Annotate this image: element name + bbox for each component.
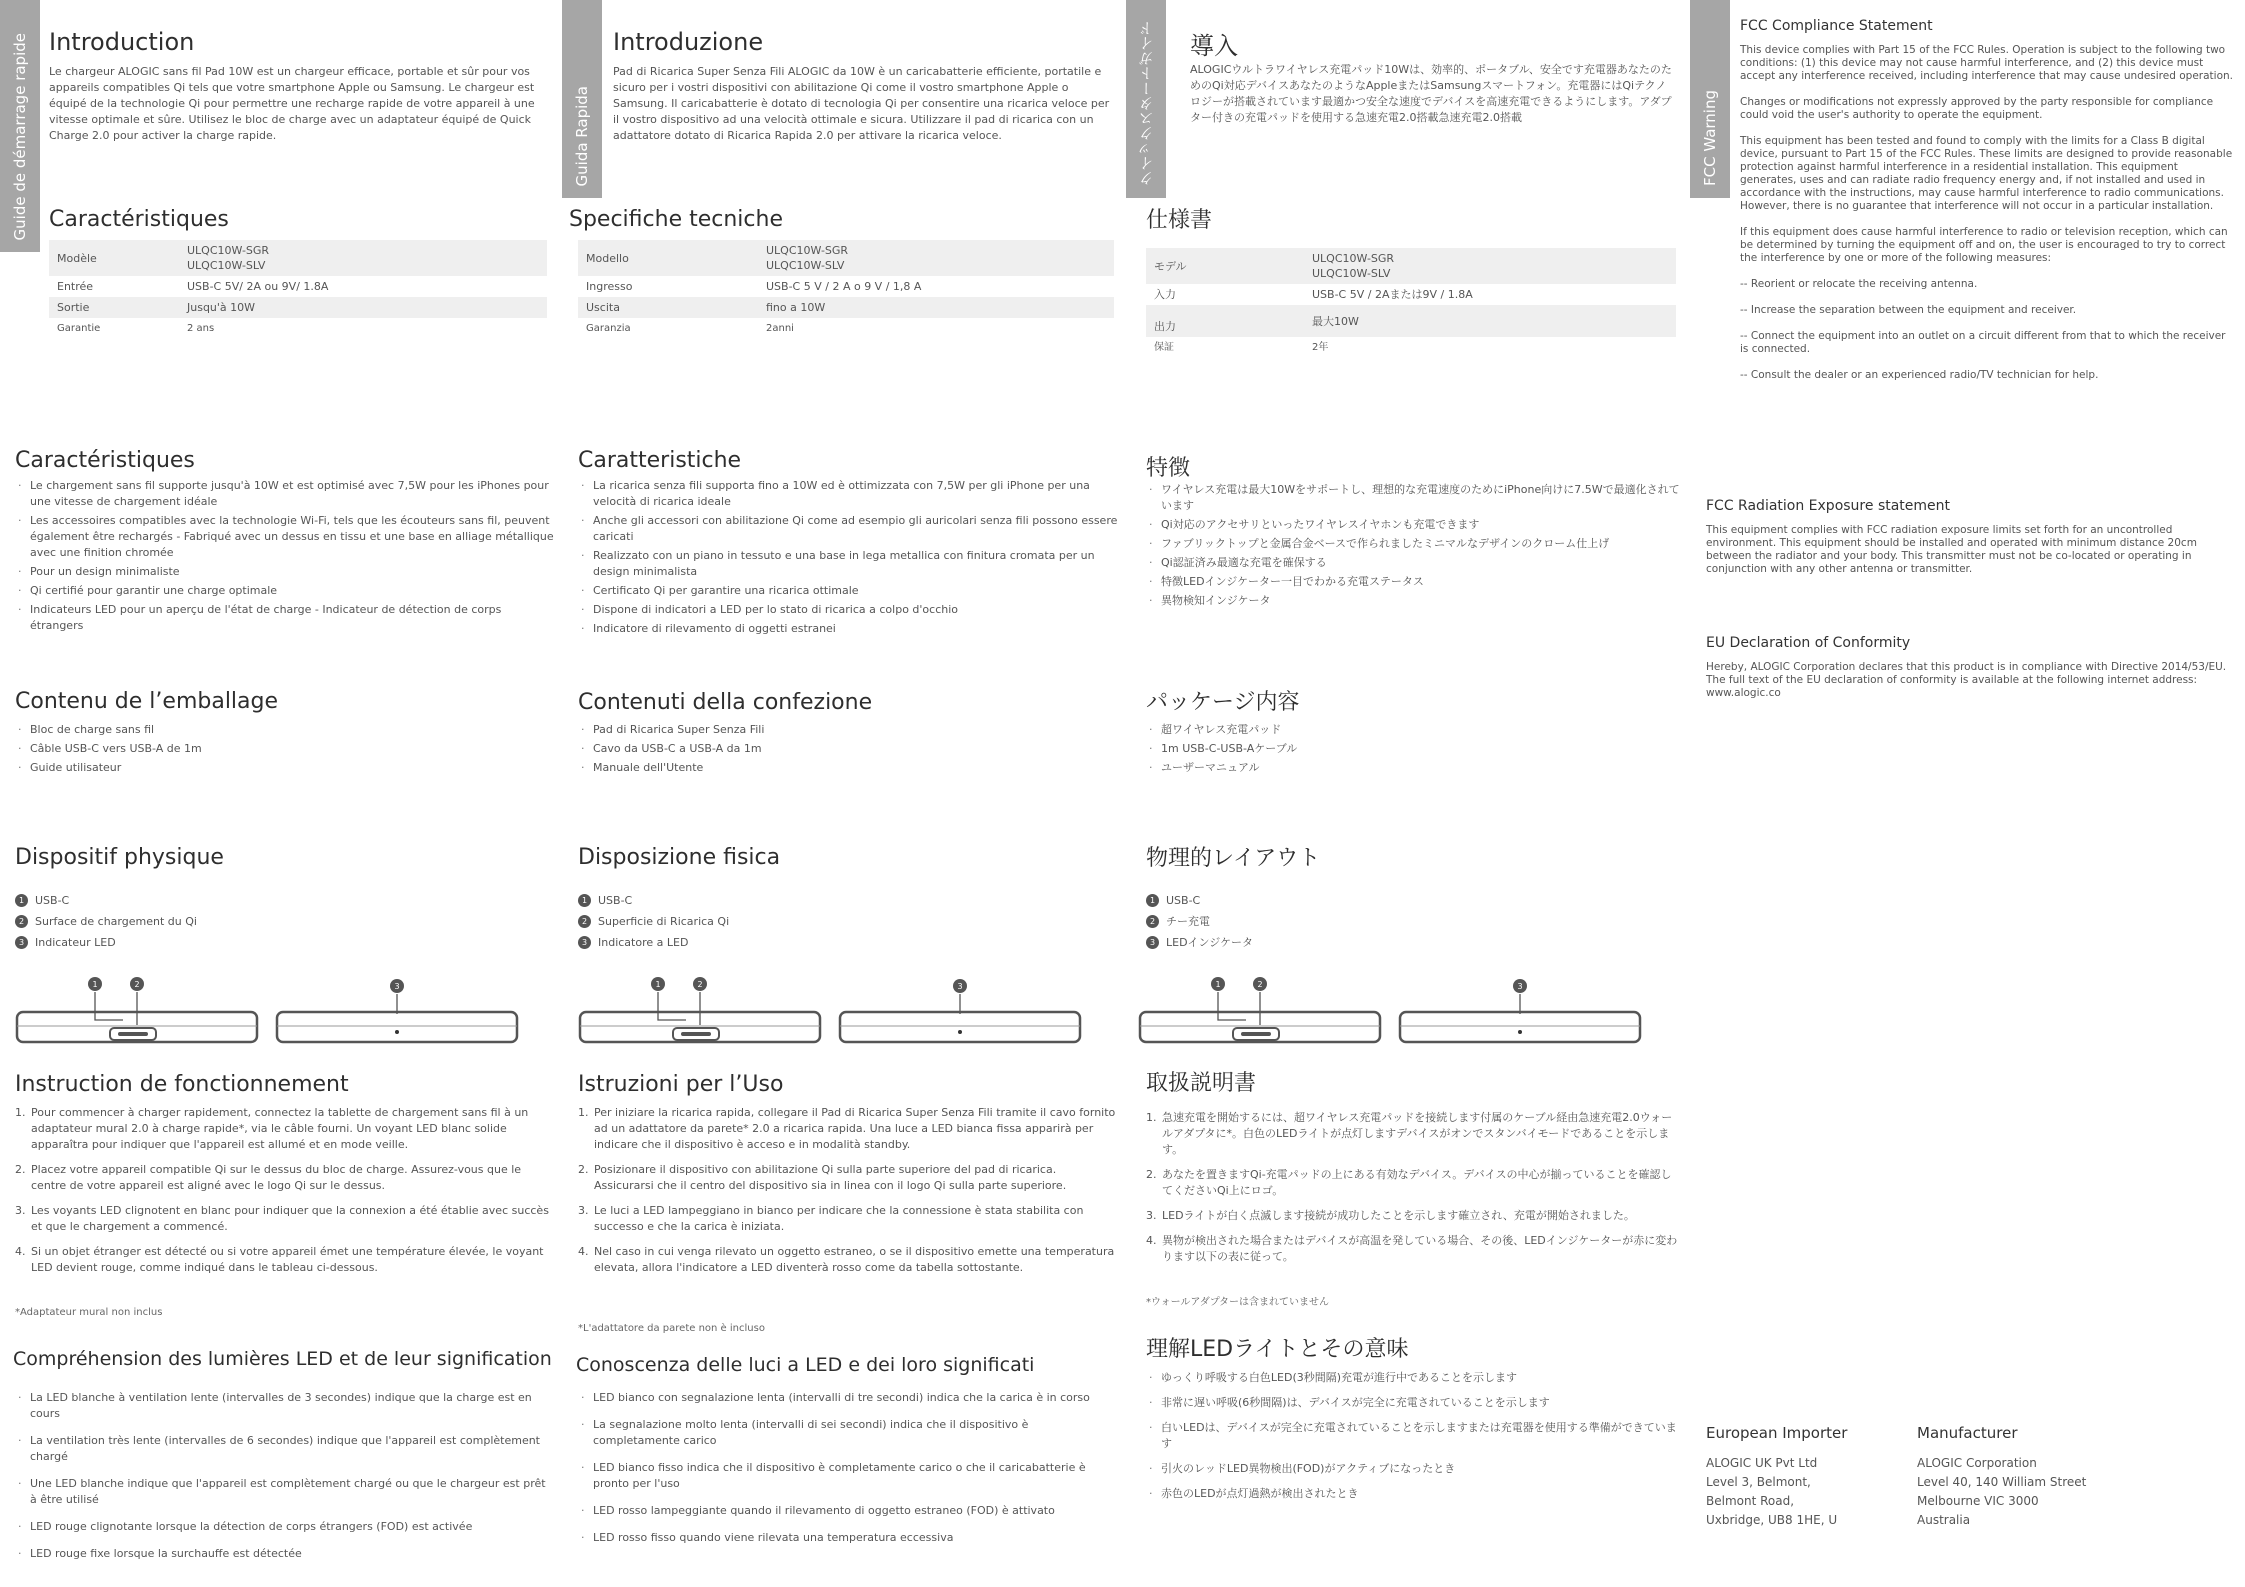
fcc-paragraph: -- Reorient or relocate the receiving antenna. (1740, 278, 1978, 290)
spec-label: 入力 (1154, 288, 1176, 301)
charger-side-view (1400, 1012, 1640, 1042)
ops-list (1146, 1110, 1681, 1274)
charger-side-view (840, 1012, 1080, 1042)
list-item: · LED rouge clignotante lorsque la détection de corps étrangers (FOD) est activée (15, 1519, 555, 1535)
address-line: Melbourne VIC 3000 (1917, 1494, 2039, 1508)
package-list (578, 722, 1118, 779)
list-item: 4. Si un objet étranger est détecté ou si votre appareil émet une température élevée, le voyant LED devient rouge, comme indiqué dans le tableau ci-dessous. (15, 1245, 544, 1274)
spec-label: 出力 (1154, 320, 1176, 333)
fcc-title: FCC Compliance Statement (1740, 18, 1933, 34)
legend-item (578, 911, 729, 932)
section-tab (0, 0, 40, 252)
spec-value: USB-C 5V/ 2A ou 9V/ 1.8A (187, 280, 329, 293)
list-item: · Qi認証済み最適な充電を確保する (1146, 555, 1681, 571)
list-item: 2. Posizionare il dispositivo con abilitazione Qi sulla parte superiore del pad di ricarica. Assicurarsi che il centro del dispositivo sia in linea con il logo Qi sulla parte superiore. (578, 1163, 1067, 1192)
spec-label: Modello (586, 251, 629, 265)
legend-label: Superficie di Ricarica Qi (598, 915, 730, 928)
list-item: · Qi certifié pour garantir une charge optimale (15, 583, 555, 599)
spec-label: Sortie (57, 301, 90, 314)
list-item: 3. Les voyants LED clignotent en blanc pour indiquer que la connexion a été établie avec succès et que le chargement a commencé. (15, 1204, 549, 1233)
callout-badge: 3 (578, 936, 591, 949)
fcc-paragraph: -- Connect the equipment into an outlet on a circuit different from that to which the receiver is connected. (1740, 330, 2226, 355)
spec-label: 保証 (1154, 342, 1174, 353)
importer-address (1706, 1454, 1906, 1530)
fcc-paragraph: -- Increase the separation between the equipment and receiver. (1740, 304, 2077, 316)
led-list (578, 1390, 1118, 1549)
manufacturer-block (1917, 1424, 2177, 1530)
list-item: · Indicateurs LED pour un aperçu de l'état de charge - Indicateur de détection de corps étrangers (15, 602, 555, 634)
list-item: · Indicatore di rilevamento di oggetti estranei (578, 621, 1118, 637)
spec-label: Entrée (57, 280, 94, 293)
tab-label: クイックスタートガイド (1137, 21, 1156, 186)
spec-row (578, 240, 1114, 276)
spec-label: Ingresso (586, 280, 633, 293)
ops-title: Istruzioni per l’Uso (578, 1072, 784, 1097)
callout-2-text: 2 (697, 980, 703, 989)
spec-value: fino a 10W (766, 301, 826, 314)
layout-legend (1146, 890, 1253, 953)
spec-row (1146, 284, 1676, 305)
eu-text: Hereby, ALOGIC Corporation declares that this product is in compliance with Directive 2014/53/EU. The full text of the EU declaration of conformity is available at the following internet address: www.alogic.co (1706, 661, 2227, 699)
fcc-paragraph: If this equipment does cause harmful interference to radio or television reception, which can be determined by turning the equipment off and on, the user is encouraged to try to correct the interference by one or more of the following measures: (1740, 226, 2228, 264)
spec-value: USB-C 5V / 2Aまたは9V / 1.8A (1312, 288, 1473, 301)
legend-item (1146, 932, 1253, 953)
legend-label: USB-C (35, 894, 70, 907)
list-item: · ユーザーマニュアル (1146, 760, 1681, 776)
ops-title: Instruction de fonctionnement (15, 1072, 349, 1097)
list-item: 2. あなたを置きますQi-充電パッドの上にある有効なデバイス。デバイスの中心が揃っていることを確認してくださいQi上にロゴ。 (1146, 1168, 1672, 1197)
spec-row (1146, 305, 1676, 337)
section-tab (562, 0, 602, 198)
ops-note: *Adaptateur mural non inclus (15, 1307, 163, 1318)
callout-1-text: 1 (655, 980, 661, 989)
spec-value: 2 ans (187, 323, 215, 334)
list-item: · Les accessoires compatibles avec la technologie Wi-Fi, tels que les écouteurs sans fil, peuvent également être rechargés - Fabriqué avec un dessus en tissu et une base en alliage métallique avec une finition chromée (15, 513, 555, 561)
features-list (15, 478, 555, 637)
spec-row (578, 276, 1114, 297)
led-title: Conoscenza delle luci a LED e dei loro significati (576, 1354, 1035, 1376)
spec-table (49, 240, 547, 339)
list-item: · ワイヤレス充電は最大10Wをサポートし、理想的な充電速度のためにiPhone向けに7.5Wで最適化されています (1146, 482, 1681, 514)
spec-row (49, 240, 547, 276)
device-diagram (1138, 970, 1648, 1050)
spec-value: Jusqu'à 10W (187, 301, 256, 314)
section-tab (1126, 0, 1166, 198)
list-item: 2. Placez votre appareil compatible Qi sur le dessus du bloc de charge. Assurez-vous que le centre de votre appareil est aligné avec le logo Qi sur le dessus. (15, 1163, 522, 1192)
address-line: Belmont Road, (1706, 1494, 1795, 1508)
intro-title: 導入 (1190, 32, 1238, 60)
legend-label: チー充電 (1166, 915, 1210, 928)
manufacturer-address (1917, 1454, 2177, 1530)
ops-list (578, 1105, 1118, 1285)
callout-badge: 3 (15, 936, 28, 949)
list-item: · 赤色のLEDが点灯過熱が検出されたとき (1146, 1486, 1681, 1502)
spec-label: Uscita (586, 301, 620, 314)
list-item: · ファブリックトップと金属合金ベースで作られましたミニマルなデザインのクローム仕上げ (1146, 536, 1681, 552)
list-item: · LED rouge fixe lorsque la surchauffe est détectée (15, 1546, 555, 1562)
list-item: · 特徴LEDインジケーター一目でわかる充電ステータス (1146, 574, 1681, 590)
list-item: · Qi対応のアクセサリといったワイヤレスイヤホンも充電できます (1146, 517, 1681, 533)
package-title: Contenu de l’emballage (15, 689, 279, 714)
list-item: · La segnalazione molto lenta (intervalli di sei secondi) indica che il dispositivo è completamente carico (578, 1417, 1118, 1449)
layout-legend (15, 890, 197, 953)
list-item: · 白いLEDは、デバイスが完全に充電されていることを示しますまたは充電器を使用する準備ができています (1146, 1420, 1681, 1452)
italian-section (562, 0, 1124, 1587)
list-item: · La LED blanche à ventilation lente (intervalles de 3 secondes) indique que la charge est en cours (15, 1390, 555, 1422)
layout-title: Disposizione fisica (578, 845, 781, 870)
package-title: Contenuti della confezione (578, 690, 873, 715)
address-line: ALOGIC Corporation (1917, 1456, 2037, 1470)
address-line: ALOGIC UK Pvt Ltd (1706, 1456, 1818, 1470)
list-item: · Une LED blanche indique que l'appareil est complètement chargé ou que le chargeur est prêt à être utilisé (15, 1476, 555, 1508)
intro-text: Le chargeur ALOGIC sans fil Pad 10W est un chargeur efficace, portable et sûr pour vos appareils compatibles Qi tels que votre smartphone Apple ou Samsung. Le chargeur est équipé de la technologie Qi pour permettre une recharge rapide de votre appareil à une vitesse optimale et sûre. Utilisez le bloc de charge avec un adaptateur équipé de Quick Charge 2.0 pour activer la charge rapide. (49, 65, 535, 142)
list-item: · Cavo da USB-C a USB-A da 1m (578, 741, 1118, 757)
spec-label: Garantie (57, 323, 101, 334)
package-list (15, 722, 555, 779)
list-item: 4. 異物が検出された場合またはデバイスが高温を発している場合、その後、LEDインジケーターが赤に変わります以下の表に従って。 (1146, 1234, 1678, 1263)
spec-row (49, 297, 547, 318)
callout-badge: 1 (15, 894, 28, 907)
importer-title: European Importer (1706, 1424, 1848, 1442)
spec-table (578, 240, 1114, 339)
list-item: · Câble USB-C vers USB-A de 1m (15, 741, 555, 757)
list-item: · Realizzato con un piano in tessuto e una base in lega metallica con finitura cromata per un design minimalista (578, 548, 1118, 580)
legend-item (15, 911, 197, 932)
list-item: · Pour un design minimaliste (15, 564, 555, 580)
japanese-section (1126, 0, 1688, 1587)
fcc-paragraph: -- Consult the dealer or an experienced radio/TV technician for help. (1740, 369, 2099, 381)
list-item: · Le chargement sans fil supporte jusqu'à 10W et est optimisé avec 7,5W pour les iPhones pour une vitesse de chargement idéale (15, 478, 555, 510)
legend-label: Indicateur LED (35, 936, 116, 949)
fcc-paragraph: Changes or modifications not expressly approved by the party responsible for compliance could void the user's authority to operate the equipment. (1740, 96, 2214, 121)
callout-3-text: 3 (957, 982, 963, 991)
legend-label: Surface de chargement du Qi (35, 915, 197, 928)
legend-label: LEDインジケータ (1166, 936, 1254, 949)
list-item: · La ricarica senza fili supporta fino a 10W ed è ottimizzata con 7,5W per gli iPhone per una velocità di ricarica ideale (578, 478, 1118, 510)
fcc-compliance-block (1740, 18, 2235, 395)
fcc-section (1690, 0, 2245, 1587)
eu-declaration-block (1706, 635, 2236, 713)
spec-row (578, 297, 1114, 318)
spec-row (49, 318, 547, 339)
device-diagram (15, 970, 525, 1050)
spec-value: 最大10W (1312, 314, 1359, 328)
features-title: 特徴 (1146, 456, 1191, 481)
address-line: Australia (1917, 1513, 1971, 1527)
spec-value: USB-C 5 V / 2 A o 9 V / 1,8 A (766, 280, 922, 293)
radiation-text: This equipment complies with FCC radiation exposure limits set forth for an uncontrolled environment. This equipment should be installed and operated with minimum distance 20cm between the radiator and your body. This transmitter must not be co-located or operating in conjunction with any other antenna or transmitter. (1706, 524, 2197, 575)
intro-text: ALOGICウルトラワイヤレス充電パッド10Wは、効率的、ポータブル、安全です充電器あなたのためのQi対応デバイスあなたのようなAppleまたはSamsungスマートフォン。充電器にはQiテクノロジーが搭載されています最適かつ安全な速度でデバイスを高速充電できるようにします。アダプター付きの充電パッドを使用する急速充電2.0搭載急速充電2.0搭載 (1190, 63, 1672, 124)
led-list (1146, 1370, 1681, 1505)
intro-title: Introduzione (613, 28, 764, 56)
list-item: · 非常に遅い呼吸(6秒間隔)は、デバイスが完全に充電されていることを示します (1146, 1395, 1681, 1411)
legend-item (1146, 911, 1253, 932)
list-item: · Manuale dell'Utente (578, 760, 1118, 776)
features-title: Caratteristiche (578, 448, 742, 473)
spec-label: Garanzia (586, 323, 631, 334)
spec-table (1146, 248, 1676, 358)
callout-badge: 3 (1146, 936, 1159, 949)
spec-row (1146, 248, 1676, 284)
list-item: · Anche gli accessori con abilitazione Qi come ad esempio gli auricolari senza fili possono essere caricati (578, 513, 1118, 545)
layout-title: 物理的レイアウト (1146, 846, 1321, 871)
spec-row (578, 318, 1114, 339)
importer-block (1706, 1424, 1906, 1530)
address-line: Level 3, Belmont, (1706, 1475, 1811, 1489)
spec-title: Specifiche tecniche (569, 207, 783, 232)
list-item: · LED bianco fisso indica che il dispositivo è completamente carico o che il caricabatterie è pronto per l'uso (578, 1460, 1118, 1492)
list-item: · Pad di Ricarica Super Senza Fili (578, 722, 1118, 738)
spec-value: ULQC10W-SGR ULQC10W-SLV (766, 244, 849, 272)
callout-1-text: 1 (1215, 980, 1221, 989)
spec-value: 2年 (1312, 342, 1329, 353)
callout-2-text: 2 (134, 980, 140, 989)
list-item: 1. 急速充電を開始するには、超ワイヤレス充電パッドを接続します付属のケーブル経由急速充電2.0ウォールアダプタに*。白色のLEDライトが点灯しますデバイスがオンでスタンバイモードであることを示します。 (1146, 1111, 1673, 1156)
spec-value: ULQC10W-SGR ULQC10W-SLV (1312, 252, 1395, 280)
callout-badge: 1 (578, 894, 591, 907)
device-diagram (578, 970, 1088, 1050)
list-item: · La ventilation très lente (intervalles de 6 secondes) indique que l'appareil est complètement chargé (15, 1433, 555, 1465)
legend-item (15, 890, 197, 911)
tab-label: Guide de démarrage rapide (11, 32, 29, 240)
legend-label: USB-C (1166, 894, 1201, 907)
spec-value: ULQC10W-SGR ULQC10W-SLV (187, 244, 270, 272)
list-item: · LED rosso lampeggiante quando il rilevamento di oggetto estraneo (FOD) è attivato (578, 1503, 1118, 1519)
spec-label: モデル (1154, 259, 1187, 273)
callout-badge: 2 (15, 915, 28, 928)
legend-label: Indicatore a LED (598, 936, 689, 949)
ops-note: *ウォールアダプターは含まれていません (1146, 1297, 1329, 1308)
legend-item (15, 932, 197, 953)
list-item: · Guide utilisateur (15, 760, 555, 776)
callout-badge: 1 (1146, 894, 1159, 907)
french-section (0, 0, 560, 1587)
callout-badge: 2 (1146, 915, 1159, 928)
led-title: Compréhension des lumières LED et de leur signification (13, 1348, 552, 1370)
spec-title: 仕様書 (1146, 208, 1213, 233)
legend-label: USB-C (598, 894, 633, 907)
callout-1-text: 1 (92, 980, 98, 989)
charger-side-view (277, 1012, 517, 1042)
list-item: · LED rosso fisso quando viene rilevata una temperatura eccessiva (578, 1530, 1118, 1546)
fcc-paragraph: This equipment has been tested and found to comply with the limits for a Class B digital device, pursuant to Part 15 of the FCC Rules. These limits are designed to provide reasonable protection against harmful interference in a residential installation. This equipment generates, uses and can radiate radio frequency energy and, if not installed and used in accordance with the instructions, may cause harmful interference to radio communications. However, there is no guarantee that interference will not occur in a particular installation. (1740, 135, 2233, 212)
legend-item (1146, 890, 1253, 911)
manufacturer-title: Manufacturer (1917, 1424, 2018, 1442)
callout-3-text: 3 (394, 982, 400, 991)
eu-title: EU Declaration of Conformity (1706, 635, 1911, 651)
tab-label: FCC Warning (1701, 89, 1719, 186)
legend-item (578, 932, 729, 953)
package-list (1146, 722, 1681, 779)
spec-label: Modèle (57, 251, 97, 265)
package-title: パッケージ内容 (1146, 690, 1300, 715)
spec-value: 2anni (766, 323, 794, 334)
fcc-paragraph: This device complies with Part 15 of the FCC Rules. Operation is subject to the following two conditions: (1) this device may not cause harmful interference, and (2) this device must accept any interference received, including interference that may cause undesired operation. (1740, 44, 2233, 82)
list-item: · 超ワイヤレス充電パッド (1146, 722, 1681, 738)
list-item: 4. Nel caso in cui venga rilevato un oggetto estraneo, o se il dispositivo emette una temperatura elevata, allora l'indicatore a LED diventerà rosso come da tabella sottostante. (578, 1245, 1115, 1274)
led-list (15, 1390, 555, 1565)
list-item: · 引火のレッドLED異物検出(FOD)がアクティブになったとき (1146, 1461, 1681, 1477)
spec-row (49, 276, 547, 297)
layout-title: Dispositif physique (15, 845, 224, 870)
ops-list (15, 1105, 555, 1285)
legend-item (578, 890, 729, 911)
list-item: · ゆっくり呼吸する白色LED(3秒間隔)充電が進行中であることを示します (1146, 1370, 1681, 1386)
fcc-radiation-block (1706, 498, 2236, 589)
callout-2-text: 2 (1257, 980, 1263, 989)
ops-title: 取扱説明書 (1146, 1071, 1257, 1096)
layout-legend (578, 890, 729, 953)
list-item: · Dispone di indicatori a LED per lo stato di ricarica a colpo d'occhio (578, 602, 1118, 618)
address-line: Uxbridge, UB8 1HE, U (1706, 1513, 1838, 1527)
list-item: 3. LEDライトが白く点滅します接続が成功したことを示します確立され、充電が開始されました。 (1146, 1209, 1635, 1222)
features-title: Caractéristiques (15, 448, 195, 473)
ops-note: *L'adattatore da parete non è incluso (578, 1323, 765, 1334)
tab-label: Guida Rapida (573, 85, 591, 186)
features-list (578, 478, 1118, 640)
list-item: 3. Le luci a LED lampeggiano in bianco per indicare che la connessione è stata stabilita con successo e che la carica è iniziata. (578, 1204, 1084, 1233)
list-item: · 1m USB-C-USB-Aケーブル (1146, 741, 1681, 757)
list-item: · LED bianco con segnalazione lenta (intervalli di tre secondi) indica che la carica è in corso (578, 1390, 1118, 1406)
radiation-title: FCC Radiation Exposure statement (1706, 498, 1951, 514)
list-item: · Certificato Qi per garantire una ricarica ottimale (578, 583, 1118, 599)
callout-3-text: 3 (1517, 982, 1523, 991)
intro-title: Introduction (49, 28, 195, 56)
spec-row (1146, 337, 1676, 358)
callout-badge: 2 (578, 915, 591, 928)
address-line: Level 40, 140 William Street (1917, 1475, 2087, 1489)
list-item: · 異物検知インジケータ (1146, 593, 1681, 609)
features-list (1146, 482, 1681, 612)
list-item: · Bloc de charge sans fil (15, 722, 555, 738)
spec-title: Caractéristiques (49, 207, 229, 232)
list-item: 1. Pour commencer à charger rapidement, connectez la tablette de chargement sans fil à un adaptateur mural 2.0 à charge rapide*, via le câble fourni. Un voyant LED blanc solide apparaîtra pour indiquer que l'appareil est allumé et en mode veille. (15, 1106, 529, 1151)
intro-text: Pad di Ricarica Super Senza Fili ALOGIC da 10W è un caricabatterie efficiente, portatile e sicuro per i vostri dispositivi con abilitazione Qi come il vostro smartphone Apple o Samsung. Il caricabatterie è dotato di tecnologia Qi per consentire una ricarica veloce per il vostro dispositivo ad una velocità ottimale e sicura. Utilizzare il pad di ricarica con un adattatore dotato di Ricarica Rapida 2.0 per attivare la ricarica veloce. (613, 65, 1110, 142)
list-item: 1. Per iniziare la ricarica rapida, collegare il Pad di Ricarica Super Senza Fili tramite il cavo fornito ad un adattatore da parete* 2.0 a ricarica rapida. Una luce a LED bianca fissa apparirà per indicare che il dispositivo è acceso e in modalità standby. (578, 1106, 1116, 1151)
led-title: 理解LEDライトとその意味 (1146, 1337, 1409, 1362)
section-tab (1690, 0, 1730, 198)
